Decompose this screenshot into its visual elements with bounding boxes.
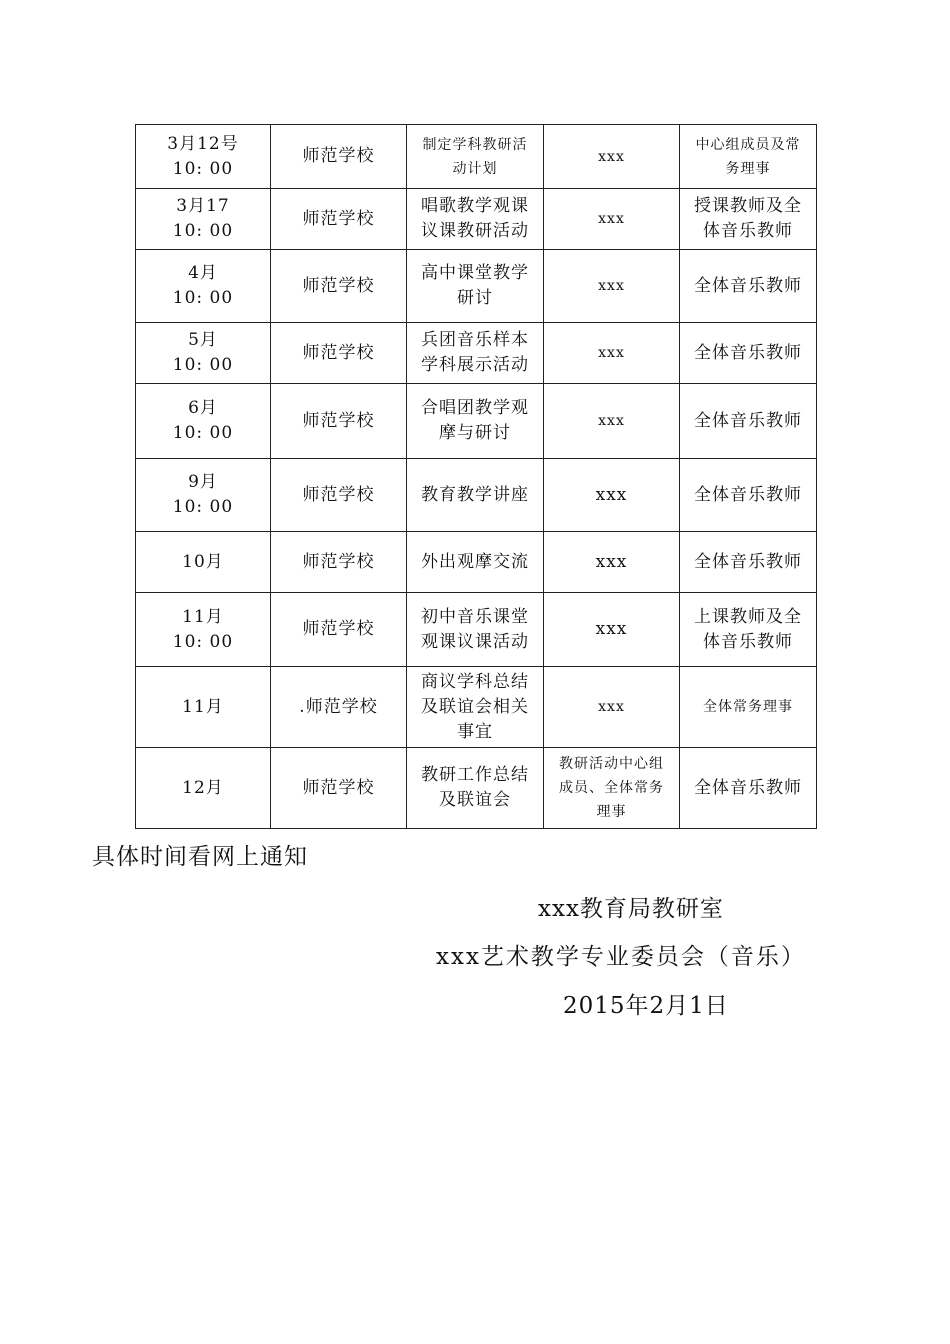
place-cell: 师范学校 bbox=[271, 459, 407, 532]
activity-cell: 教育教学讲座 bbox=[407, 459, 544, 532]
table-row bbox=[136, 459, 817, 532]
notice-text: 具体时间看网上通知 bbox=[92, 844, 308, 870]
time-cell: 3月17 10: 00 bbox=[136, 189, 271, 250]
activity-cell: 高中课堂教学 研讨 bbox=[407, 250, 544, 323]
time-cell: 4月 10: 00 bbox=[136, 250, 271, 323]
participants-cell: 全体音乐教师 bbox=[680, 459, 817, 532]
signature-bureau: xxx教育局教研室 bbox=[538, 896, 724, 922]
host-cell: xxx bbox=[544, 125, 680, 189]
host-cell: xxx bbox=[544, 323, 680, 384]
place-cell: 师范学校 bbox=[271, 323, 407, 384]
activity-cell: 唱歌教学观课 议课教研活动 bbox=[407, 189, 544, 250]
time-cell: 9月 10: 00 bbox=[136, 459, 271, 532]
place-cell: 师范学校 bbox=[271, 532, 407, 593]
table-row bbox=[136, 748, 817, 829]
place-cell: 师范学校 bbox=[271, 189, 407, 250]
activity-cell: 合唱团教学观 摩与研讨 bbox=[407, 384, 544, 459]
table-row bbox=[136, 250, 817, 323]
participants-cell: 授课教师及全 体音乐教师 bbox=[680, 189, 817, 250]
activity-cell: 兵团音乐样本 学科展示活动 bbox=[407, 323, 544, 384]
table-row bbox=[136, 323, 817, 384]
participants-cell: 全体常务理事 bbox=[680, 667, 817, 748]
participants-cell: 全体音乐教师 bbox=[680, 532, 817, 593]
signature-committee: xxx艺术教学专业委员会（音乐） bbox=[436, 944, 806, 970]
host-cell: xxx bbox=[544, 532, 680, 593]
place-cell: 师范学校 bbox=[271, 748, 407, 829]
host-cell: xxx bbox=[544, 667, 680, 748]
host-cell: xxx bbox=[544, 250, 680, 323]
table-row bbox=[136, 125, 817, 189]
participants-cell: 全体音乐教师 bbox=[680, 250, 817, 323]
place-cell: 师范学校 bbox=[271, 125, 407, 189]
host-cell: xxx bbox=[544, 459, 680, 532]
host-cell: 教研活动中心组 成员、全体常务 理事 bbox=[544, 748, 680, 829]
activity-cell: 商议学科总结 及联谊会相关 事宜 bbox=[407, 667, 544, 748]
signature-date: 2015年2月1日 bbox=[563, 993, 729, 1019]
participants-cell: 中心组成员及常 务理事 bbox=[680, 125, 817, 189]
table-row bbox=[136, 667, 817, 748]
place-cell: .师范学校 bbox=[271, 667, 407, 748]
time-cell: 6月 10: 00 bbox=[136, 384, 271, 459]
participants-cell: 全体音乐教师 bbox=[680, 384, 817, 459]
table-row bbox=[136, 189, 817, 250]
host-cell: xxx bbox=[544, 384, 680, 459]
schedule-table bbox=[135, 124, 817, 829]
table-row bbox=[136, 532, 817, 593]
participants-cell: 全体音乐教师 bbox=[680, 323, 817, 384]
host-cell: xxx bbox=[544, 593, 680, 667]
time-cell: 11月 bbox=[136, 667, 271, 748]
place-cell: 师范学校 bbox=[271, 384, 407, 459]
time-cell: 5月 10: 00 bbox=[136, 323, 271, 384]
participants-cell: 全体音乐教师 bbox=[680, 748, 817, 829]
place-cell: 师范学校 bbox=[271, 593, 407, 667]
host-cell: xxx bbox=[544, 189, 680, 250]
activity-cell: 外出观摩交流 bbox=[407, 532, 544, 593]
activity-cell: 教研工作总结 及联谊会 bbox=[407, 748, 544, 829]
time-cell: 11月 10: 00 bbox=[136, 593, 271, 667]
table-row bbox=[136, 593, 817, 667]
activity-cell: 制定学科教研活 动计划 bbox=[407, 125, 544, 189]
place-cell: 师范学校 bbox=[271, 250, 407, 323]
table-row bbox=[136, 384, 817, 459]
time-cell: 3月12号 10: 00 bbox=[136, 125, 271, 189]
participants-cell: 上课教师及全 体音乐教师 bbox=[680, 593, 817, 667]
activity-cell: 初中音乐课堂 观课议课活动 bbox=[407, 593, 544, 667]
time-cell: 10月 bbox=[136, 532, 271, 593]
time-cell: 12月 bbox=[136, 748, 271, 829]
